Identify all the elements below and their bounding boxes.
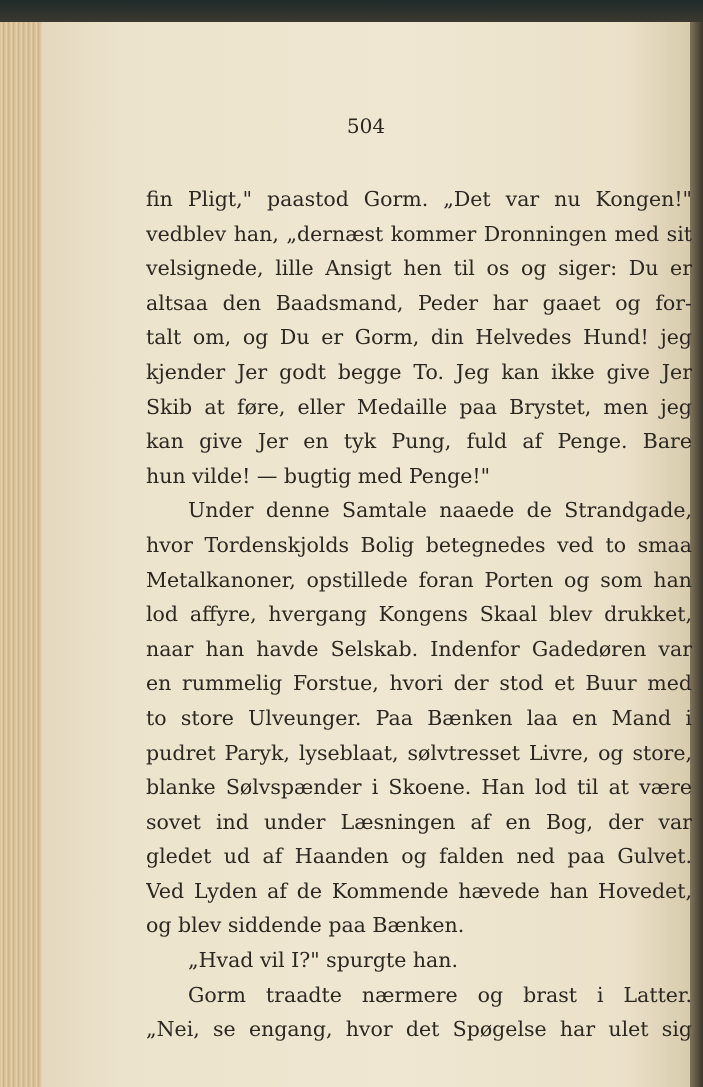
text-line: kan give Jer en tyk Pung, fuld af Penge. Bare [146, 429, 692, 454]
text-line: pudret Paryk, lyseblaat, sølvtresset Livre, og store, [146, 740, 692, 765]
text-line: Gorm traadte nærmere og brast i Latter. [188, 982, 692, 1007]
text-line: hun vilde! — bugtig med Penge!" [146, 463, 491, 488]
page-body-text [146, 182, 692, 1047]
text-line: to store Ulveunger. Paa Bænken laa en Mand i [146, 705, 692, 730]
text-line: kjender Jer godt begge To. Jeg kan ikke give Jer [146, 359, 692, 384]
text-line: „Hvad vil I?" spurgte han. [188, 948, 458, 973]
page-stack-edge [0, 22, 44, 1087]
text-line: og blev siddende paa Bænken. [146, 913, 465, 938]
book-top-edge [0, 0, 703, 24]
text-line: gledet ud af Haanden og falden ned paa Gulvet. [146, 844, 692, 869]
text-line: vedblev han, „dernæst kommer Dronningen med sit [146, 221, 692, 246]
text-line: naar han havde Selskab. Indenfor Gadedøren var [146, 636, 692, 661]
text-line: en rummelig Forstue, hvori der stod et Buur med [146, 671, 692, 696]
text-line: blanke Sølvspænder i Skoene. Han lod til at være [146, 775, 692, 800]
text-line: Under denne Samtale naaede de Strandgade, [188, 498, 692, 523]
text-line: Metalkanoner, opstillede foran Porten og som han [146, 567, 692, 592]
text-line: Ved Lyden af de Kommende hævede han Hovedet, [146, 878, 692, 903]
book-page [42, 22, 690, 1087]
text-line: lod affyre, hvergang Kongens Skaal blev drukket, [146, 602, 692, 627]
text-line: Skib at føre, eller Medaille paa Brystet, men jeg [146, 394, 692, 419]
text-line: talt om, og Du er Gorm, din Helvedes Hund! jeg [146, 325, 692, 350]
text-line: altsaa den Baadsmand, Peder har gaaet og for- [146, 290, 692, 315]
text-line: „Nei, se engang, hvor det Spøgelse har ulet sig [146, 1017, 692, 1042]
text-line: sovet ind under Læsningen af en Bog, der var [146, 809, 692, 834]
page-number: 504 [346, 114, 386, 138]
text-line: velsignede, lille Ansigt hen til os og siger: Du er [146, 256, 692, 281]
text-line: fin Pligt," paastod Gorm. „Det var nu Kongen!" [146, 187, 692, 211]
text-line: hvor Tordenskjolds Bolig betegnedes ved to smaa [146, 532, 692, 557]
